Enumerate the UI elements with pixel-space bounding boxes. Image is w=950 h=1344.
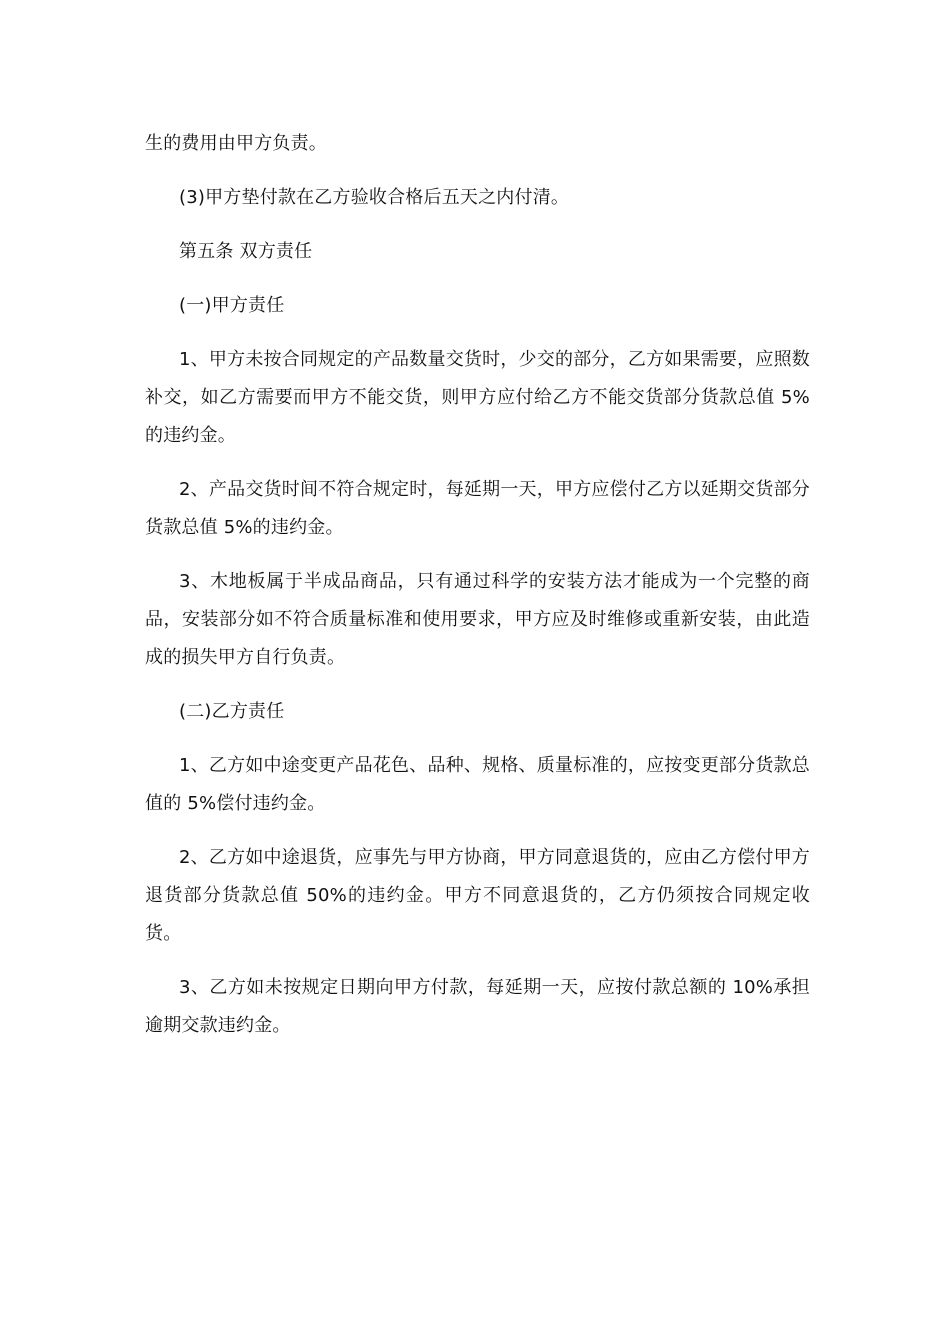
clause-party-a-2: 2、产品交货时间不符合规定时，每延期一天，甲方应偿付乙方以延期交货部分货款总值 5%的违约金。 xyxy=(145,479,810,538)
paragraph-continuation: 生的费用由甲方负责。 xyxy=(145,133,327,154)
clause-party-b-3: 3、乙方如未按规定日期向甲方付款，每延期一天，应按付款总额的 10%承担逾期交款违约金。 xyxy=(145,977,810,1036)
paragraph-payment-term: (3)甲方垫付款在乙方验收合格后五天之内付清。 xyxy=(179,187,570,208)
clause-party-b-2: 2、乙方如中途退货，应事先与甲方协商，甲方同意退货的，应由乙方偿付甲方退货部分货款总值 50%的违约金。甲方不同意退货的，乙方仍须按合同规定收货。 xyxy=(145,847,810,944)
document-body xyxy=(145,125,810,1061)
section-heading-article-5: 第五条 双方责任 xyxy=(179,241,313,262)
subsection-heading-party-b: (二)乙方责任 xyxy=(179,701,285,722)
subsection-heading-party-a: (一)甲方责任 xyxy=(179,295,285,316)
clause-party-a-3: 3、木地板属于半成品商品，只有通过科学的安装方法才能成为一个完整的商品，安装部分如不符合质量标准和使用要求，甲方应及时维修或重新安装，由此造成的损失甲方自行负责。 xyxy=(145,571,810,668)
clause-party-b-1: 1、乙方如中途变更产品花色、品种、规格、质量标准的，应按变更部分货款总值的 5%偿付违约金。 xyxy=(145,755,810,814)
clause-party-a-1: 1、甲方未按合同规定的产品数量交货时，少交的部分，乙方如果需要，应照数补交，如乙方需要而甲方不能交货，则甲方应付给乙方不能交货部分货款总值 5%的违约金。 xyxy=(145,349,810,446)
